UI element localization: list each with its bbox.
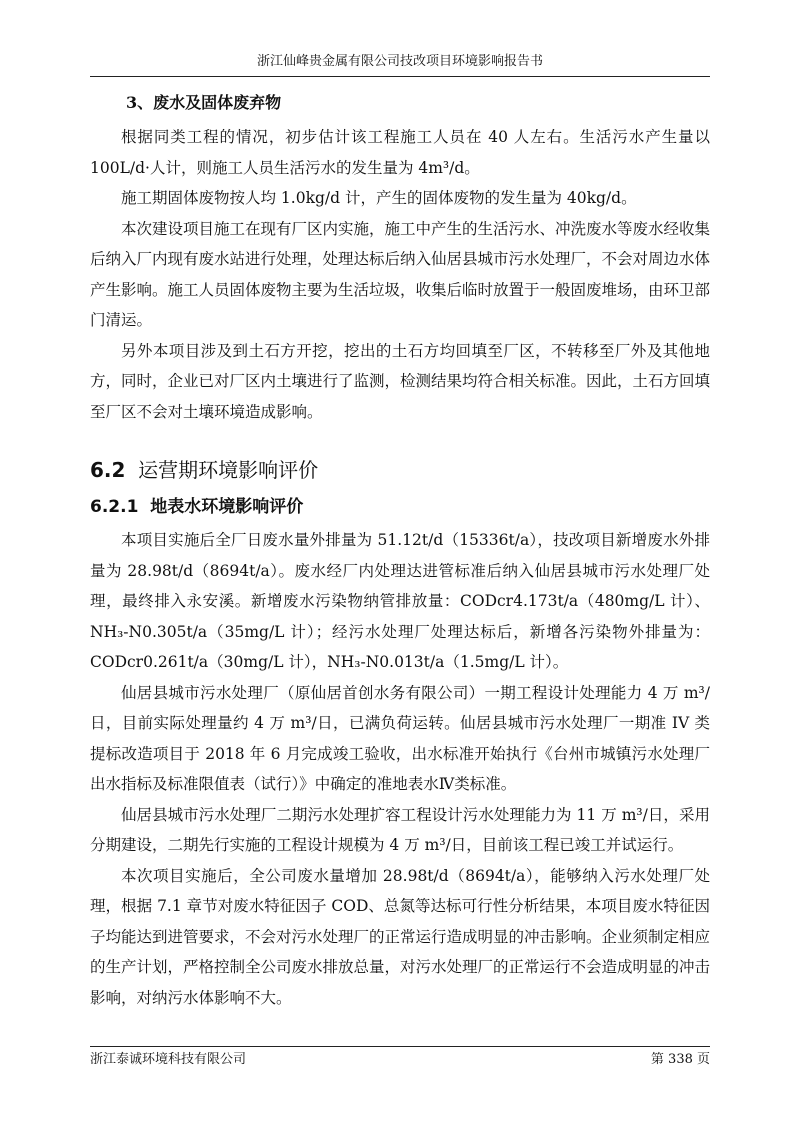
subsection-title: 地表水环境影响评价 (150, 497, 304, 517)
page-content (90, 88, 710, 1013)
section-heading (90, 453, 710, 487)
paragraph: 本次建设项目施工在现有厂区内实施，施工中产生的生活污水、冲洗废水等废水经收集后纳入厂内现有废水站进行处理，处理达标后纳入仙居县城市污水处理厂，不会对周边水体产生影响。施工人员固体废物主要为生活垃圾，收集后临时放置于一般固废堆场，由环卫部门清运。 (90, 219, 711, 329)
section-title: 运营期环境影响评价 (138, 458, 319, 482)
header-title: 浙江仙峰贵金属有限公司技改项目环境影响报告书 (256, 54, 543, 69)
page-footer (90, 1046, 710, 1069)
page-header (90, 52, 710, 77)
paragraph: 根据同类工程的情况，初步估计该工程施工人员在 40 人左右。生活污水产生量以 100L/d·人计，则施工人员生活污水的发生量为 4m³/d。 (90, 128, 710, 177)
paragraph: 仙居县城市污水处理厂（原仙居首创水务有限公司）一期工程设计处理能力 4 万 m³/日，目前实际处理量约 4 万 m³/日，已满负荷运转。仙居县城市污水处理厂一期准 IV 类提标改造项目于 2018 年 6 月完成竣工验收，出水标准开始执行《台州市城镇污水处理厂出水指标及标准限值表（试行）》中确定的准地表水Ⅳ类标准。 (90, 683, 710, 793)
paragraph: 本项目实施后全厂日废水量外排量为 51.12t/d（15336t/a），技改项目新增废水外排量为 28.98t/d（8694t/a）。废水经厂内处理达进管标准后纳入仙居县城市污水处理厂处理，最终排入永安溪。新增废水污染物纳管排放量：CODcr4.173t/a（480mg/L 计）、NH₃-N0.305t/a（35mg/L 计）；经污水处理厂处理达标后，新增各污染物外排量为：CODcr0.261t/a（30mg/L 计），NH₃-N0.013t/a（1.5mg/L 计）。 (90, 531, 710, 671)
paragraph: 仙居县城市污水处理厂二期污水处理扩容工程设计污水处理能力为 11 万 m³/日，采用分期建设，二期先行实施的工程设计规模为 4 万 m³/日，目前该工程已竣工并试运行。 (90, 805, 710, 854)
paragraph: 另外本项目涉及到土石方开挖，挖出的土石方均回填至厂区，不转移至厂外及其他地方，同时，企业已对厂区内土壤进行了监测，检测结果均符合相关标准。因此，土石方回填至厂区不会对土壤环境造成影响。 (90, 341, 711, 421)
page-number: 第 338 页 (650, 1052, 710, 1067)
section-number: 6.2 (90, 458, 126, 482)
paragraph: 施工期固体废物按人均 1.0kg/d 计，产生的固体废物的发生量为 40kg/d。 (121, 189, 637, 207)
subsection-heading (90, 491, 710, 523)
paragraph: 本次项目实施后，全公司废水量增加 28.98t/d（8694t/a），能够纳入污水处理厂处理，根据 7.1 章节对废水特征因子 COD、总氮等达标可行性分析结果，本项目废水特征因子均能达到进管要求，不会对污水处理厂的正常运行造成明显的冲击影响。企业须制定相应的生产计划，严格控制全公司废水排放总量，对污水处理厂的正常运行不会造成明显的冲击影响，对纳污水体影响不大。 (90, 866, 711, 1007)
subsection-number: 6.2.1 (90, 497, 139, 517)
footer-company: 浙江泰诚环境科技有限公司 (90, 1052, 247, 1067)
subheading-wastewater-solid-waste: 3、废水及固体废弃物 (126, 93, 282, 112)
